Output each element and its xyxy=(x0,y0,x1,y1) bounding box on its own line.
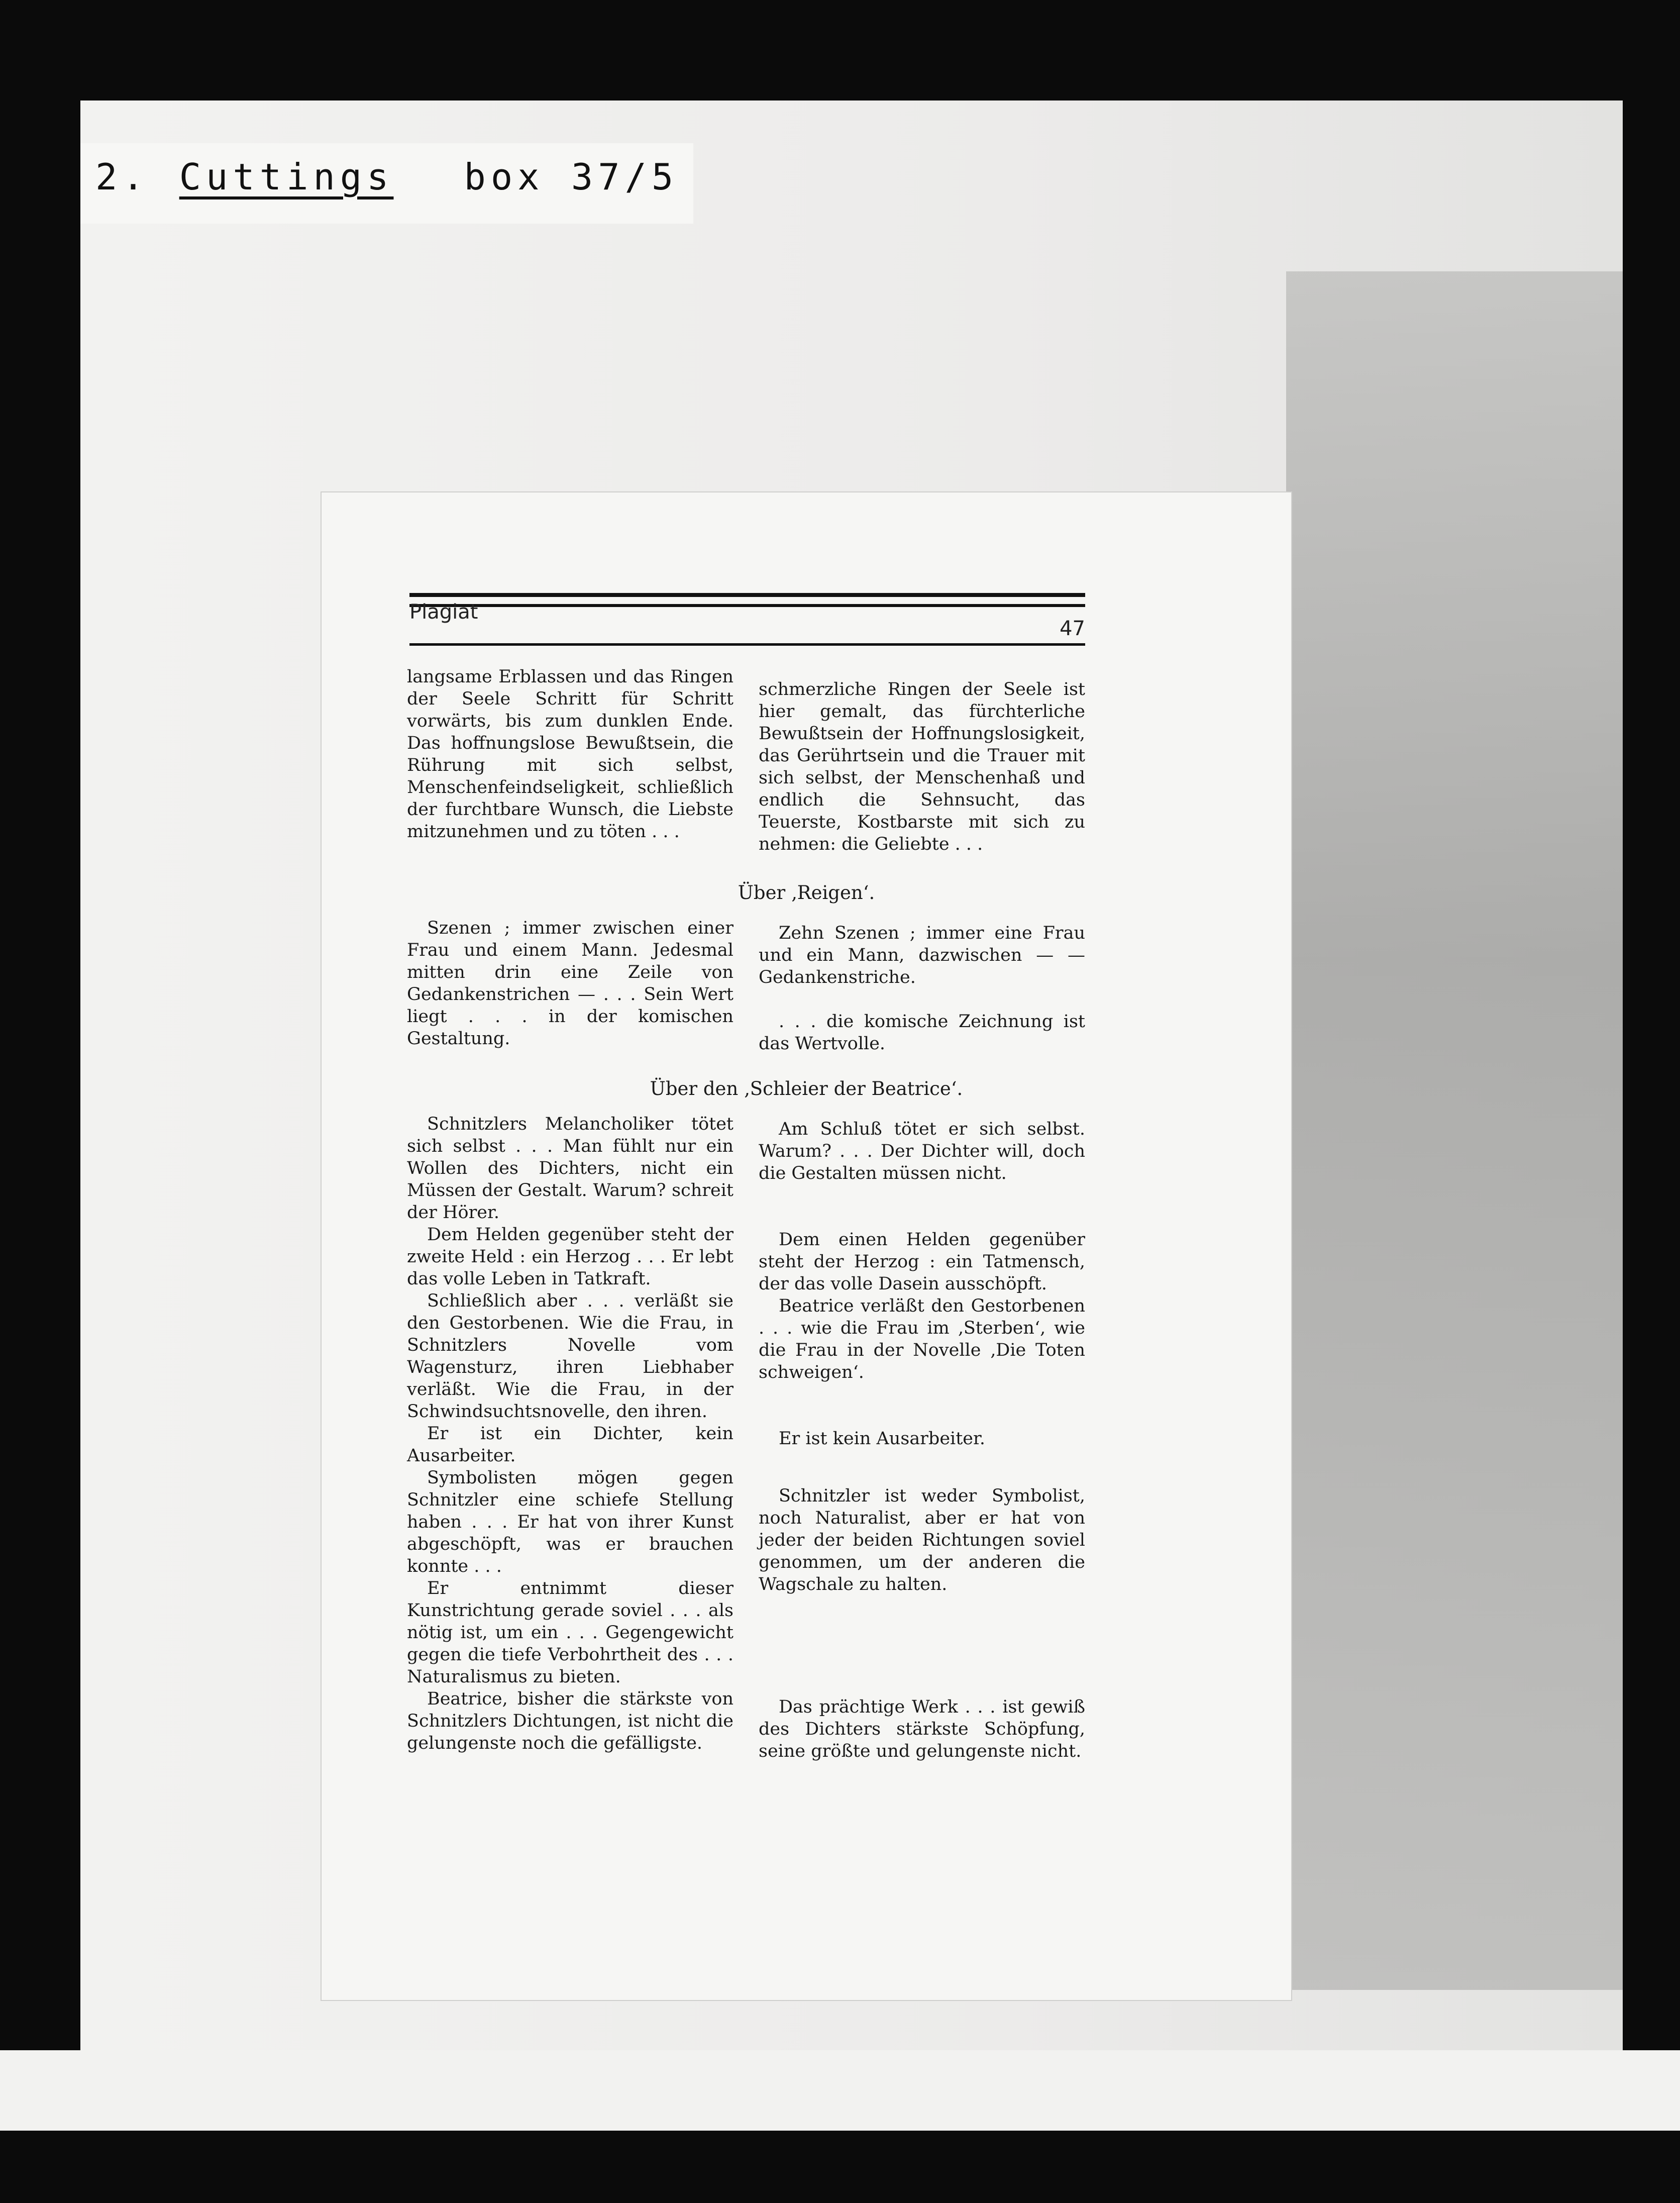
archive-label xyxy=(95,156,678,198)
block1-left-text: langsame Erblassen und das Ringen der Seele Schritt für Schritt vorwärts, bis zum dunklen Ende. Das hoffnungslose Bewußtsein, die Rührung mit sich selbst, Menschenfeindseligkeit, schließlich der furchtbare Wunsch, die Liebste mitzunehmen und zu töten . . . xyxy=(407,667,733,842)
section-heading-reigen: Über ‚Reigen‘. xyxy=(738,882,875,904)
schleier-right-paragraph: Am Schluß tötet er sich selbst. Warum? . . . Der Dichter will, doch die Gestalten müssen nicht. xyxy=(759,1119,1085,1183)
schleier-left-paragraph: Er entnimmt dieser Kunstrichtung gerade soviel . . . als nötig ist, um ein . . . Gegengewicht gegen die tiefe Verbohrtheit des . . . Naturalismus zu bieten. xyxy=(407,1578,733,1687)
bottom-strip xyxy=(0,2050,1680,2131)
schleier-right-paragraph: Er ist kein Ausarbeiter. xyxy=(779,1429,986,1449)
block1-right-column xyxy=(759,678,1085,855)
page-number: 47 xyxy=(1060,617,1085,640)
running-title: Plagiat xyxy=(409,600,478,624)
schleier-left-paragraph: Symbolisten mögen gegen Schnitzler eine schiefe Stellung haben . . . Er hat von ihrer Kunst abgeschöpft, was er brauchen konnte . . . xyxy=(407,1468,733,1576)
archive-label-number: 2. xyxy=(95,156,149,198)
schleier-left-paragraph: Beatrice, bisher die stärkste von Schnitzlers Dichtungen, ist nicht die gelungenste noch die gefälligste. xyxy=(407,1689,733,1753)
block1-right-text: schmerzliche Ringen der Seele ist hier gemalt, das fürchterliche Bewußtsein der Hoffnungslosigkeit, das Gerührtsein und die Trauer mit sich selbst, der Menschenhaß und endlich die Sehnsucht, das Teuerste, Kostbarste mit sich zu nehmen: die Geliebte . . . xyxy=(759,679,1085,854)
clipping-page xyxy=(322,492,1291,2000)
schleier-right-column xyxy=(759,1118,1085,1762)
schleier-right-paragraph: Das prächtige Werk . . . ist gewiß des Dichters stärkste Schöpfung, seine größte und gelungenste nicht. xyxy=(759,1697,1085,1761)
reigen-left-paragraph: Szenen ; immer zwischen einer Frau und einem Mann. Jedesmal mitten drin eine Zeile von Gedankenstrichen — . . . Sein Wert liegt . . . in der komischen Gestaltung. xyxy=(407,918,733,1049)
schleier-right-paragraph: Schnitzler ist weder Symbolist, noch Naturalist, aber er hat von jeder der beiden Richtungen soviel genommen, um der anderen die Wagschale zu halten. xyxy=(759,1486,1085,1594)
header-rule-top xyxy=(409,593,1085,597)
header-rule-bottom xyxy=(409,643,1085,646)
reigen-right-column xyxy=(759,922,1085,1055)
schleier-left-paragraph: Er ist ein Dichter, kein Ausarbeiter. xyxy=(407,1424,733,1466)
reigen-right-paragraph: Zehn Szenen ; immer eine Frau und ein Mann, dazwischen — — Gedankenstriche. xyxy=(759,923,1085,987)
reigen-right-paragraph: . . . die komische Zeichnung ist das Wertvolle. xyxy=(759,1012,1085,1054)
schleier-left-paragraph: Dem Helden gegenüber steht der zweite Held : ein Herzog . . . Er lebt das volle Leben in Tatkraft. xyxy=(407,1225,733,1289)
archive-label-category: Cuttings xyxy=(179,156,394,198)
sheet-shadow xyxy=(1286,271,1623,1990)
archive-label-box: box 37/5 xyxy=(464,156,679,198)
schleier-right-paragraph: Beatrice verläßt den Gestorbenen . . . wie die Frau im ‚Sterben‘, wie die Frau in der Novelle ‚Die Toten schweigen‘. xyxy=(759,1296,1085,1382)
section-heading-schleier: Über den ‚Schleier der Beatrice‘. xyxy=(650,1078,963,1099)
block1-left-column xyxy=(407,666,733,843)
schleier-right-paragraph: Dem einen Helden gegenüber steht der Herzog : ein Tatmensch, der das volle Dasein ausschöpft. xyxy=(759,1230,1085,1294)
reigen-left-column xyxy=(407,917,733,1050)
schleier-left-paragraph: Schnitzlers Melancholiker tötet sich selbst . . . Man fühlt nur ein Wollen des Dichters, nicht ein Müssen der Gestalt. Warum? schreit der Hörer. xyxy=(407,1114,733,1223)
schleier-left-column xyxy=(407,1113,733,1754)
schleier-left-paragraph: Schließlich aber . . . verläßt sie den Gestorbenen. Wie die Frau, in Schnitzlers Novelle vom Wagensturz, ihren Liebhaber verläßt. Wie die Frau, in der Schwindsuchtsnovelle, den ihren. xyxy=(407,1291,733,1422)
header-rule-second xyxy=(409,604,1085,607)
